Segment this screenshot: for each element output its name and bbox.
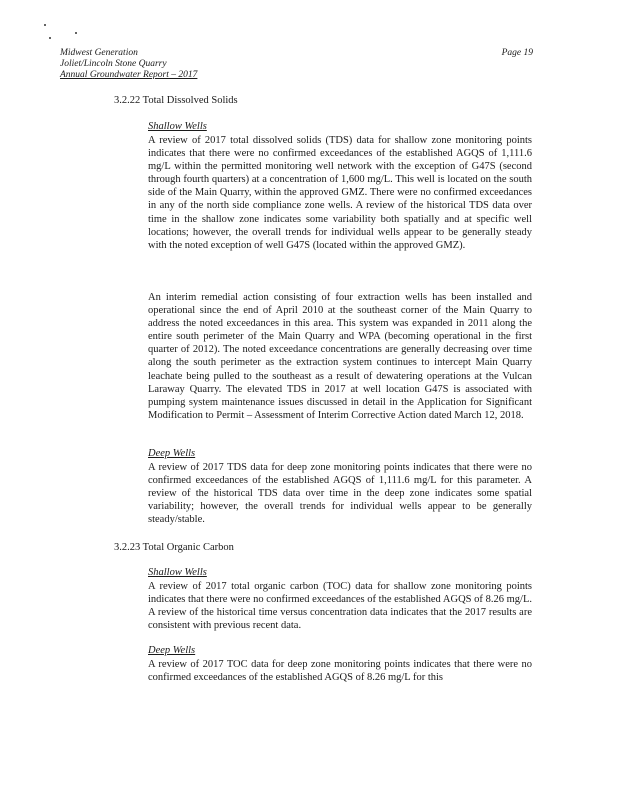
toc-shallow-wells-heading: Shallow Wells (148, 567, 207, 578)
tds-deep-paragraph: A review of 2017 TDS data for deep zone monitoring points indicates that there were no confirmed exceedances of the established AGQS of 1,111.6 mg/L for this parameter. A review of the historical TDS data over time in the deep zone indicates some spatial variability; however, the overall trends for individual wells appear to be generally steady/stable. (148, 462, 532, 526)
toc-deep-paragraph: A review of 2017 TOC data for deep zone monitoring points indicates that there were no confirmed exceedances of the established AGQS of 8.26 mg/L for this (148, 659, 532, 684)
toc-deep-wells-heading: Deep Wells (148, 645, 196, 656)
tds-deep-wells-heading: Deep Wells (148, 448, 196, 459)
tds-shallow-paragraph-1: A review of 2017 total dissolved solids (TDS) data for shallow zone monitoring points indicates that there were no confirmed exceedances of the established AGQS of 1,111.6 mg/L within the permitted monitoring well network with the exception of G47S (second through fourth quarters) at a concentration of 1,600 mg/L. This well is located on the south side of the Main Quarry, within the approved GMZ. There were no confirmed exceedances in any of the north side compliance zone wells. A review of the historical TDS data over time in the shallow zone indicates some variability both spatially and at specific well locations; however, the overall trends for individual wells appear to be generally steady with the noted exception of well G47S (located within the approved GMZ). (148, 135, 532, 251)
scan-speck (75, 32, 77, 34)
scan-speck (44, 24, 46, 26)
scan-speck (49, 37, 51, 39)
header-report-title: Annual Groundwater Report – 2017 (60, 70, 198, 80)
document-header (60, 48, 197, 81)
header-company: Midwest Generation (60, 48, 138, 58)
toc-shallow-paragraph: A review of 2017 total organic carbon (TOC) data for shallow zone monitoring points indicates that there were no confirmed exceedances of the established AGQS of 8.26 mg/L. A review of the historical time versus concentration data indicates that the 2017 results are consistent with previous recent data. (148, 581, 532, 632)
page-number: Page 19 (501, 48, 533, 58)
section-heading-tds: 3.2.22 Total Dissolved Solids (114, 95, 238, 106)
header-site: Joliet/Lincoln Stone Quarry (60, 59, 167, 69)
tds-shallow-paragraph-2: An interim remedial action consisting of four extraction wells has been installed and operational since the end of April 2010 at the southeast corner of the Main Quarry to address the noted exceedances in this area. This system was expanded in 2011 along the entire south perimeter of the Main Quarry and WPA (becoming operational in the first quarter of 2012). The noted exceedance concentrations are generally decreasing over time along the south perimeter as the extraction system continues to intercept Main Quarry leachate being pulled to the southeast as a result of dewatering operations at the Vulcan Laraway Quarry. The elevated TDS in 2017 at well location G47S is associated with pumping system maintenance issues discussed in detail in the Application for Significant Modification to Permit – Assessment of Interim Corrective Action dated March 12, 2018. (148, 292, 532, 421)
section-heading-toc: 3.2.23 Total Organic Carbon (114, 542, 234, 553)
tds-shallow-wells-heading: Shallow Wells (148, 121, 207, 132)
